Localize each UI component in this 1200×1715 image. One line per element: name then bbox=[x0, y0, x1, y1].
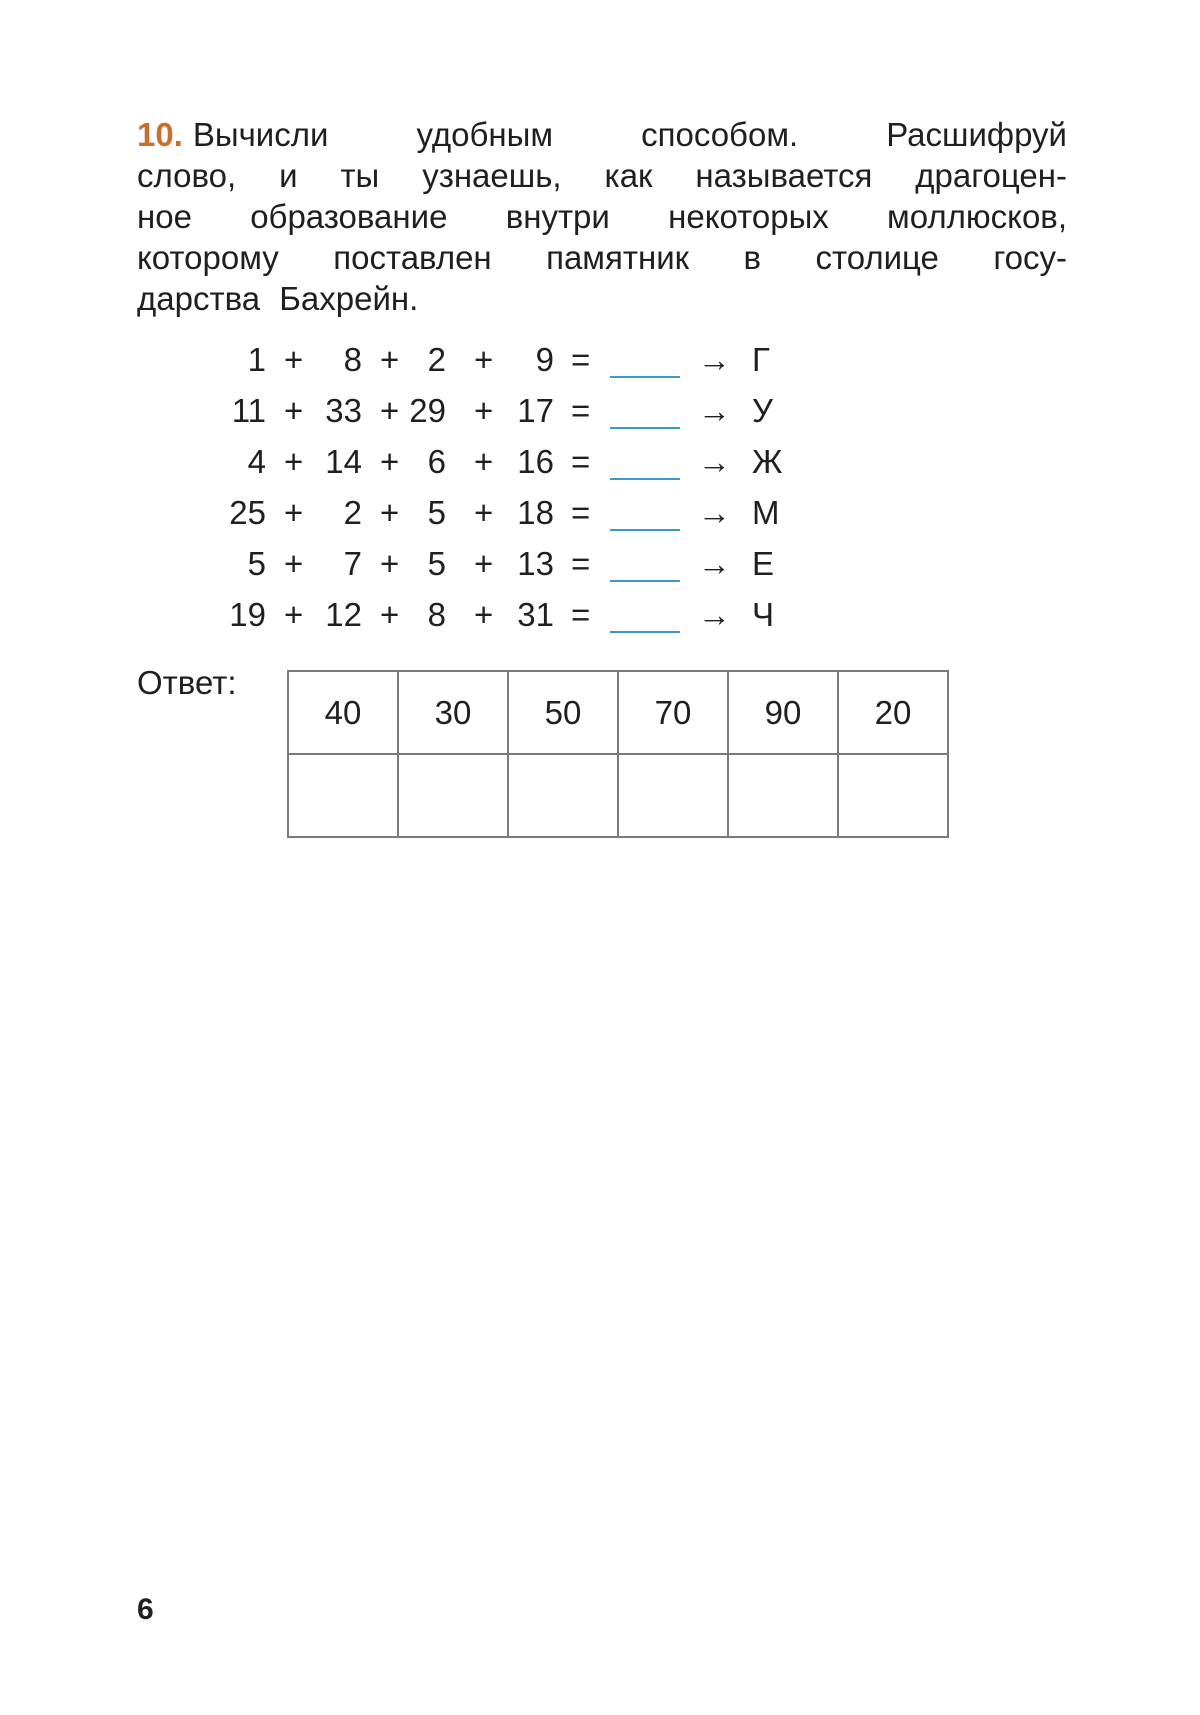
page-number: 6 bbox=[137, 1593, 154, 1626]
equation-row bbox=[222, 340, 822, 391]
addend-1: 25 bbox=[229, 494, 266, 531]
equation-row bbox=[222, 595, 822, 646]
equation-row bbox=[222, 544, 822, 595]
addend-2: 14 bbox=[325, 443, 362, 480]
task-block bbox=[137, 114, 1067, 319]
plus-sign: + bbox=[284, 341, 304, 378]
plus-sign: + bbox=[284, 545, 304, 582]
answer-table bbox=[287, 670, 949, 838]
answer-letters-row bbox=[288, 754, 948, 837]
plus-sign: + bbox=[380, 341, 400, 378]
arrow-right-icon: → bbox=[698, 443, 731, 480]
arrow-right-icon: → bbox=[698, 494, 731, 531]
answer-blank[interactable] bbox=[610, 595, 680, 633]
answer-value-cell: 90 bbox=[728, 671, 838, 754]
plus-sign: + bbox=[284, 392, 304, 429]
equals-sign: = bbox=[571, 392, 591, 429]
addend-4: 9 bbox=[535, 341, 554, 378]
arrow-right-icon: → bbox=[698, 392, 731, 429]
addend-3: 29 bbox=[409, 392, 446, 429]
answer-letter-cell[interactable] bbox=[508, 754, 618, 837]
answer-blank[interactable] bbox=[610, 493, 680, 531]
answer-letter-cell[interactable] bbox=[618, 754, 728, 837]
equals-sign: = bbox=[571, 545, 591, 582]
addend-2: 7 bbox=[343, 545, 362, 582]
arrow-right-icon: → bbox=[698, 596, 731, 633]
addend-4: 18 bbox=[517, 494, 554, 531]
answer-value-cell: 40 bbox=[288, 671, 398, 754]
addend-1: 11 bbox=[231, 392, 266, 429]
equation-row bbox=[222, 391, 822, 442]
answer-blank[interactable] bbox=[610, 544, 680, 582]
task-line-2: слово, и ты узнаешь, как называется драгоцен- bbox=[137, 157, 1067, 194]
plus-sign: + bbox=[474, 341, 494, 378]
answer-blank[interactable] bbox=[610, 391, 680, 429]
answer-letter-cell[interactable] bbox=[288, 754, 398, 837]
addend-1: 4 bbox=[247, 443, 266, 480]
addend-1: 1 bbox=[247, 341, 266, 378]
addend-3: 5 bbox=[427, 494, 446, 531]
addend-2: 33 bbox=[325, 392, 362, 429]
addend-4: 13 bbox=[517, 545, 554, 582]
plus-sign: + bbox=[380, 443, 400, 480]
answer-value-cell: 70 bbox=[618, 671, 728, 754]
addend-2: 12 bbox=[325, 596, 362, 633]
answer-letter-cell[interactable] bbox=[728, 754, 838, 837]
plus-sign: + bbox=[474, 545, 494, 582]
code-letter: Ж bbox=[752, 443, 783, 480]
task-line-1-text: Вычисли удобным способом. Расшифруй bbox=[192, 116, 1067, 153]
plus-sign: + bbox=[474, 494, 494, 531]
equation-list bbox=[222, 340, 822, 646]
addend-1: 5 bbox=[247, 545, 266, 582]
plus-sign: + bbox=[284, 596, 304, 633]
plus-sign: + bbox=[380, 596, 400, 633]
addend-4: 16 bbox=[517, 443, 554, 480]
equals-sign: = bbox=[571, 596, 591, 633]
code-letter: Ч bbox=[752, 596, 774, 633]
plus-sign: + bbox=[380, 392, 400, 429]
plus-sign: + bbox=[474, 443, 494, 480]
equation-row bbox=[222, 442, 822, 493]
arrow-right-icon: → bbox=[698, 341, 731, 378]
task-line-4: которому поставлен памятник в столице госу- bbox=[137, 239, 1067, 276]
plus-sign: + bbox=[284, 443, 304, 480]
plus-sign: + bbox=[474, 596, 494, 633]
answer-value-cell: 20 bbox=[838, 671, 948, 754]
addend-2: 2 bbox=[343, 494, 362, 531]
task-line-3: ное образование внутри некоторых моллюсков, bbox=[137, 198, 1067, 235]
equals-sign: = bbox=[571, 494, 591, 531]
addend-3: 2 bbox=[427, 341, 446, 378]
equation-row bbox=[222, 493, 822, 544]
addend-1: 19 bbox=[229, 596, 266, 633]
task-line-5: дарства Бахрейн. bbox=[137, 280, 419, 317]
answer-letter-cell[interactable] bbox=[838, 754, 948, 837]
addend-3: 6 bbox=[427, 443, 446, 480]
plus-sign: + bbox=[380, 494, 400, 531]
addend-2: 8 bbox=[343, 341, 362, 378]
code-letter: У bbox=[752, 392, 773, 429]
answer-value-cell: 30 bbox=[398, 671, 508, 754]
plus-sign: + bbox=[380, 545, 400, 582]
arrow-right-icon: → bbox=[698, 545, 731, 582]
equals-sign: = bbox=[571, 341, 591, 378]
code-letter: Е bbox=[752, 545, 775, 582]
task-number: 10. bbox=[137, 116, 183, 153]
addend-3: 8 bbox=[427, 596, 446, 633]
plus-sign: + bbox=[284, 494, 304, 531]
equals-sign: = bbox=[571, 443, 591, 480]
answer-value-cell: 50 bbox=[508, 671, 618, 754]
addend-4: 17 bbox=[517, 392, 554, 429]
addend-4: 31 bbox=[517, 596, 554, 633]
plus-sign: + bbox=[474, 392, 494, 429]
code-letter: М bbox=[752, 494, 780, 531]
answer-label: Ответ: bbox=[137, 664, 237, 701]
answer-blank[interactable] bbox=[610, 442, 680, 480]
code-letter: Г bbox=[752, 341, 770, 378]
answer-letter-cell[interactable] bbox=[398, 754, 508, 837]
task-text bbox=[137, 114, 1067, 319]
answer-blank[interactable] bbox=[610, 340, 680, 378]
addend-3: 5 bbox=[427, 545, 446, 582]
answer-values-row bbox=[288, 671, 948, 754]
task-line-1 bbox=[137, 114, 1067, 155]
